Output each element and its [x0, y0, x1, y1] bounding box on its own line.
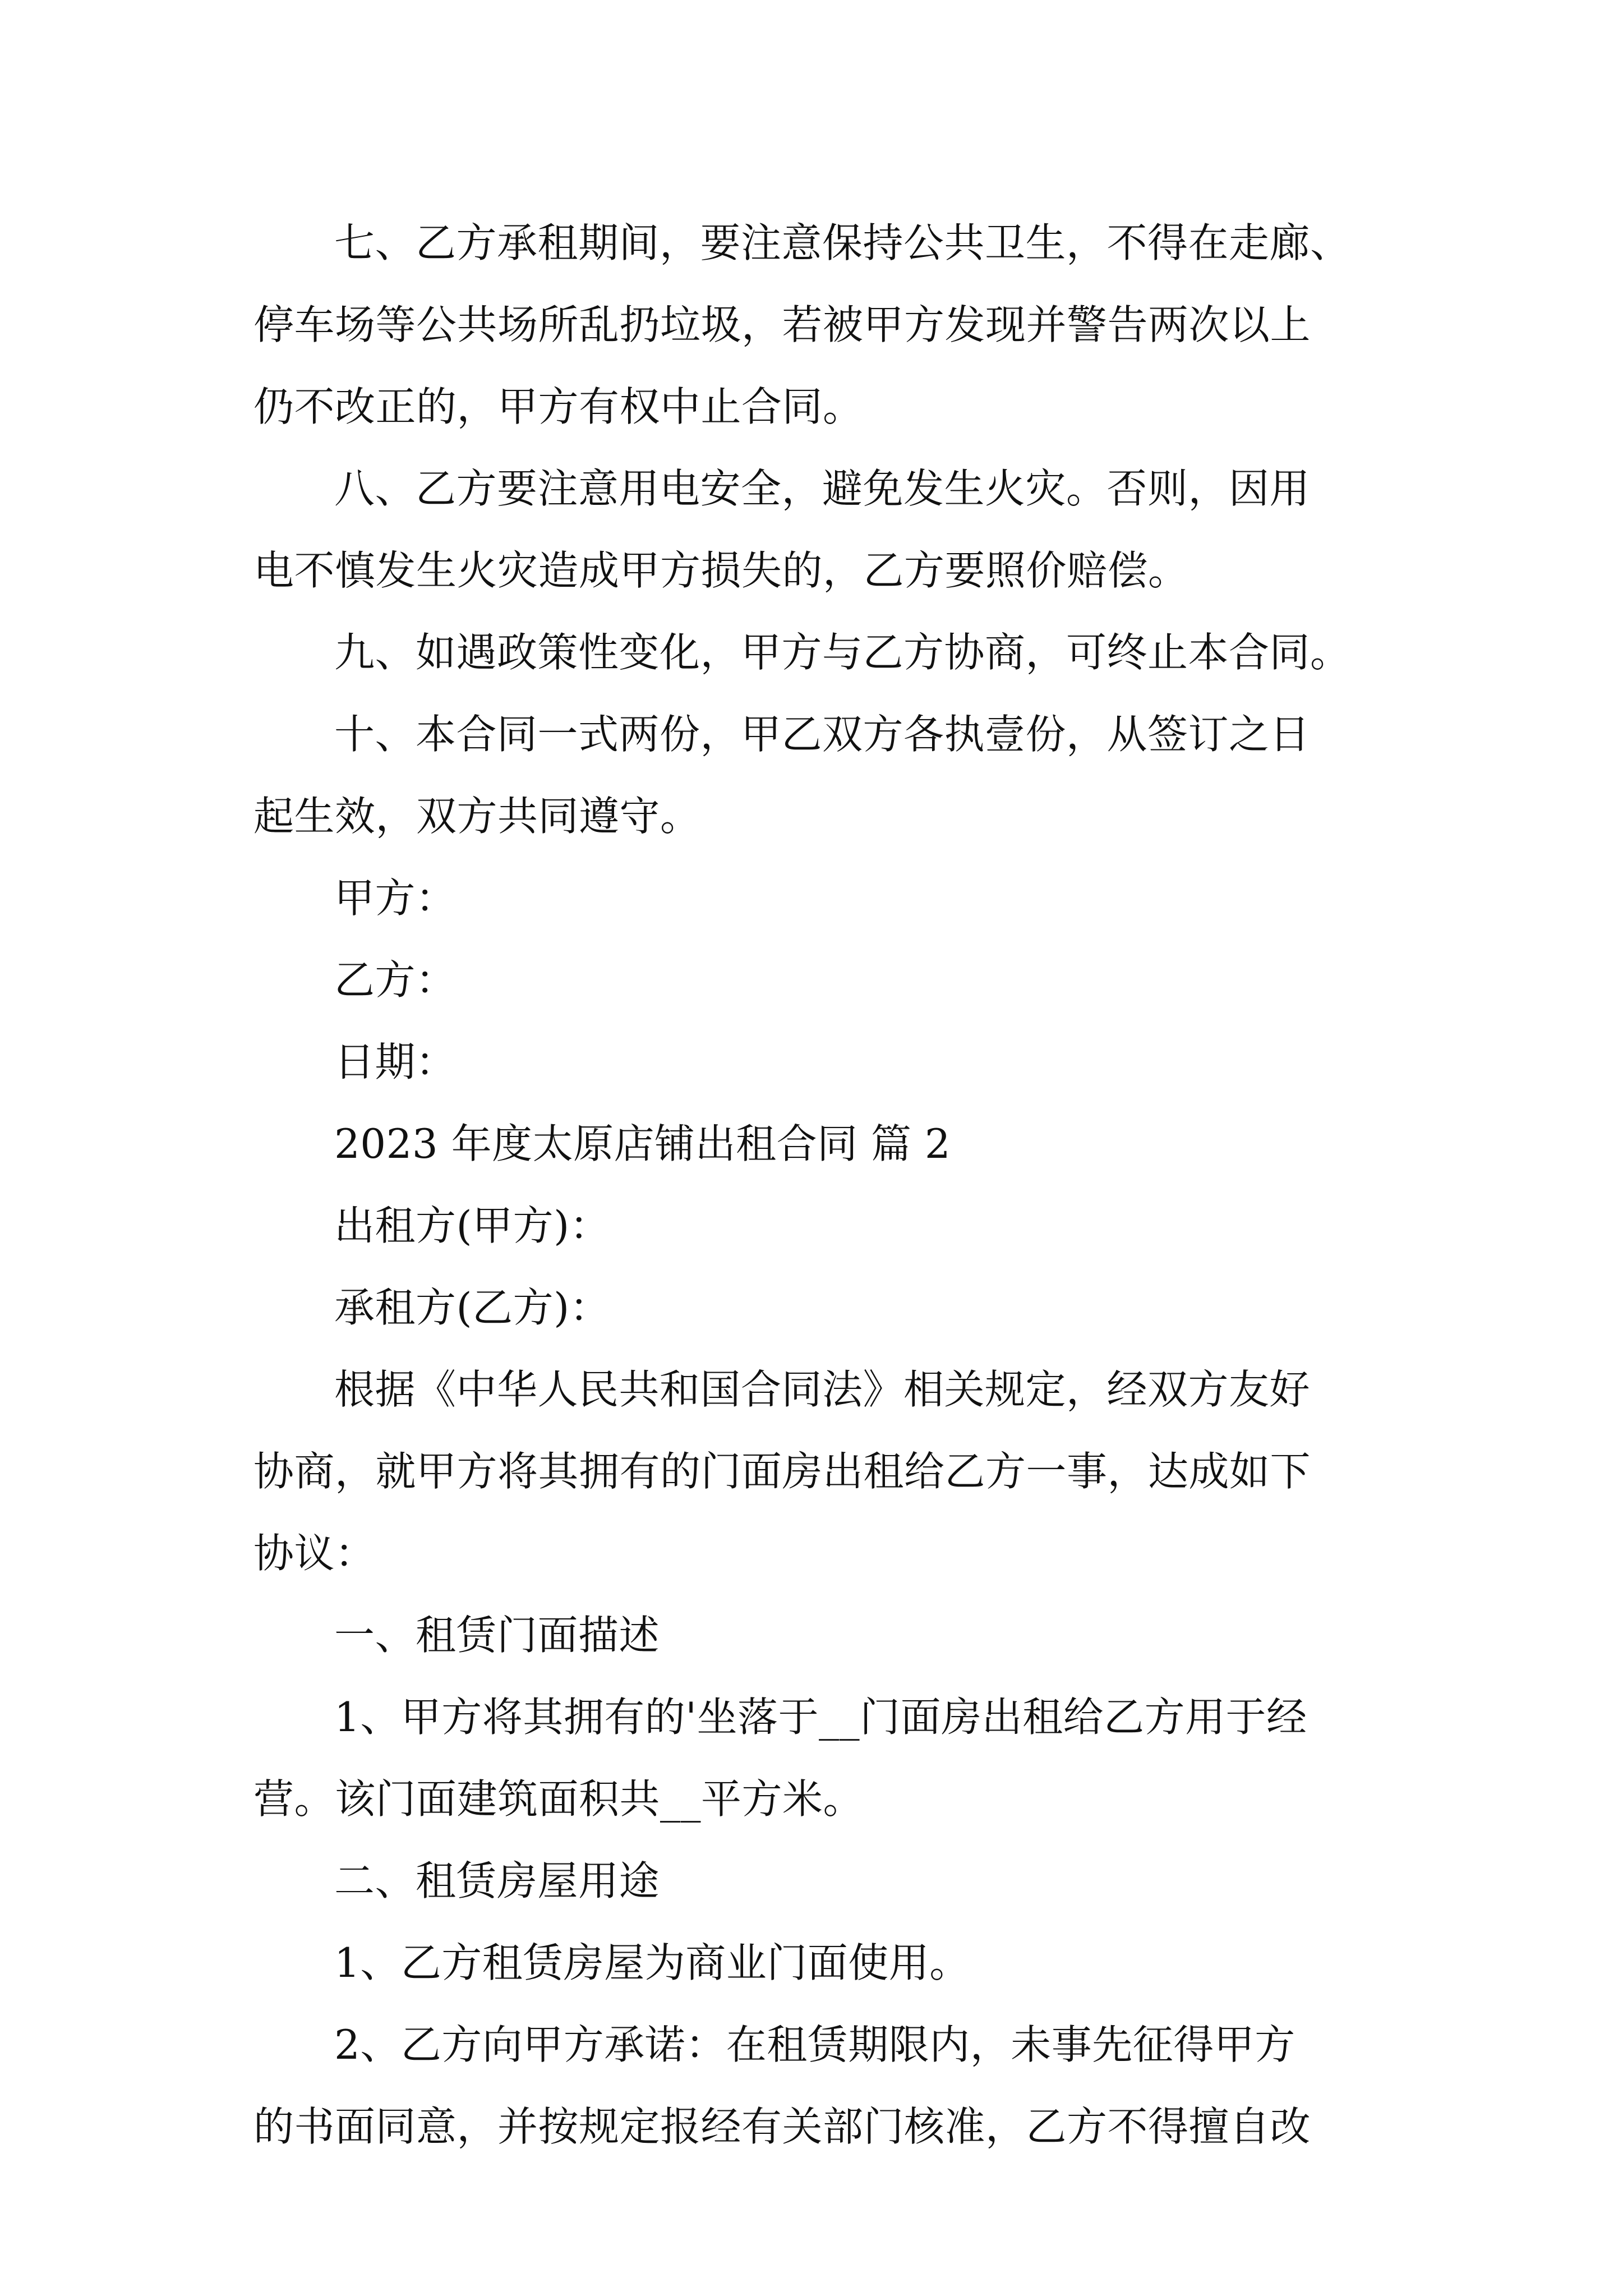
preamble-line-2: 协商，就甲方将其拥有的门面房出租给乙方一事，达成如下: [253, 1448, 1311, 1495]
date-label: 日期：: [334, 1038, 457, 1085]
section-title: [253, 1103, 1386, 1185]
section-1-title: 一、租赁门面描述: [334, 1612, 660, 1659]
document-body: [253, 202, 1386, 2168]
clause-9: [253, 611, 1386, 693]
section-1-item-1: [253, 1676, 1386, 1840]
lessee-line: [253, 1267, 1386, 1349]
clause-7-line-2: 停车场等公共场所乱扔垃圾，若被甲方发现并警告两次以上: [253, 301, 1311, 348]
section-2-item-1: [253, 1922, 1386, 2004]
section-2-title: 二、租赁房屋用途: [334, 1857, 660, 1904]
clause-10-line-1: 十、本合同一式两份，甲乙双方各执壹份，从签订之日: [334, 711, 1311, 758]
clause-7: [253, 202, 1386, 448]
lessee-label: 承租方(乙方)：: [334, 1284, 611, 1331]
clause-8: [253, 448, 1386, 611]
section-2-item-2-line-1: 2、乙方向甲方承诺：在租赁期限内，未事先征得甲方: [334, 2021, 1295, 2068]
clause-7-line-3: 仍不改正的，甲方有权中止合同。: [253, 383, 864, 430]
section-1-item-1-line-2: 营。该门面建筑面积共__平方米。: [253, 1775, 864, 1823]
lessor-label: 出租方(甲方)：: [334, 1202, 611, 1249]
section-1-item-1-line-1: 1、甲方将其拥有的'坐落于__门面房出租给乙方用于经: [334, 1694, 1307, 1741]
section-2-heading: [253, 1840, 1386, 1922]
party-b-label: 乙方：: [334, 956, 457, 1004]
clause-9-line-1: 九、如遇政策性变化，甲方与乙方协商，可终止本合同。: [334, 629, 1351, 676]
contract-title: 2023 年度太原店铺出租合同 篇 2: [334, 1120, 951, 1167]
clause-10: [253, 693, 1386, 857]
party-a-label: 甲方：: [334, 875, 457, 922]
section-2-item-2: [253, 2004, 1386, 2168]
party-a-signature: [253, 857, 1386, 939]
preamble: [253, 1349, 1386, 1594]
preamble-line-3: 协议：: [253, 1530, 376, 1577]
date-line: [253, 1021, 1386, 1103]
party-b-signature: [253, 939, 1386, 1021]
clause-8-line-1: 八、乙方要注意用电安全，避免发生火灾。否则，因用: [334, 465, 1311, 512]
preamble-line-1: 根据《中华人民共和国合同法》相关规定，经双方友好: [334, 1366, 1311, 1413]
section-1-heading: [253, 1594, 1386, 1676]
section-2-item-2-line-2: 的书面同意，并按规定报经有关部门核准，乙方不得擅自改: [253, 2103, 1311, 2150]
section-2-item-1-line-1: 1、乙方租赁房屋为商业门面使用。: [334, 1939, 970, 1986]
lessor-line: [253, 1185, 1386, 1267]
clause-10-line-2: 起生效，双方共同遵守。: [253, 793, 701, 840]
clause-8-line-2: 电不慎发生火灾造成甲方损失的，乙方要照价赔偿。: [253, 547, 1189, 594]
clause-7-line-1: 七、乙方承租期间，要注意保持公共卫生，不得在走廊、: [334, 219, 1351, 266]
